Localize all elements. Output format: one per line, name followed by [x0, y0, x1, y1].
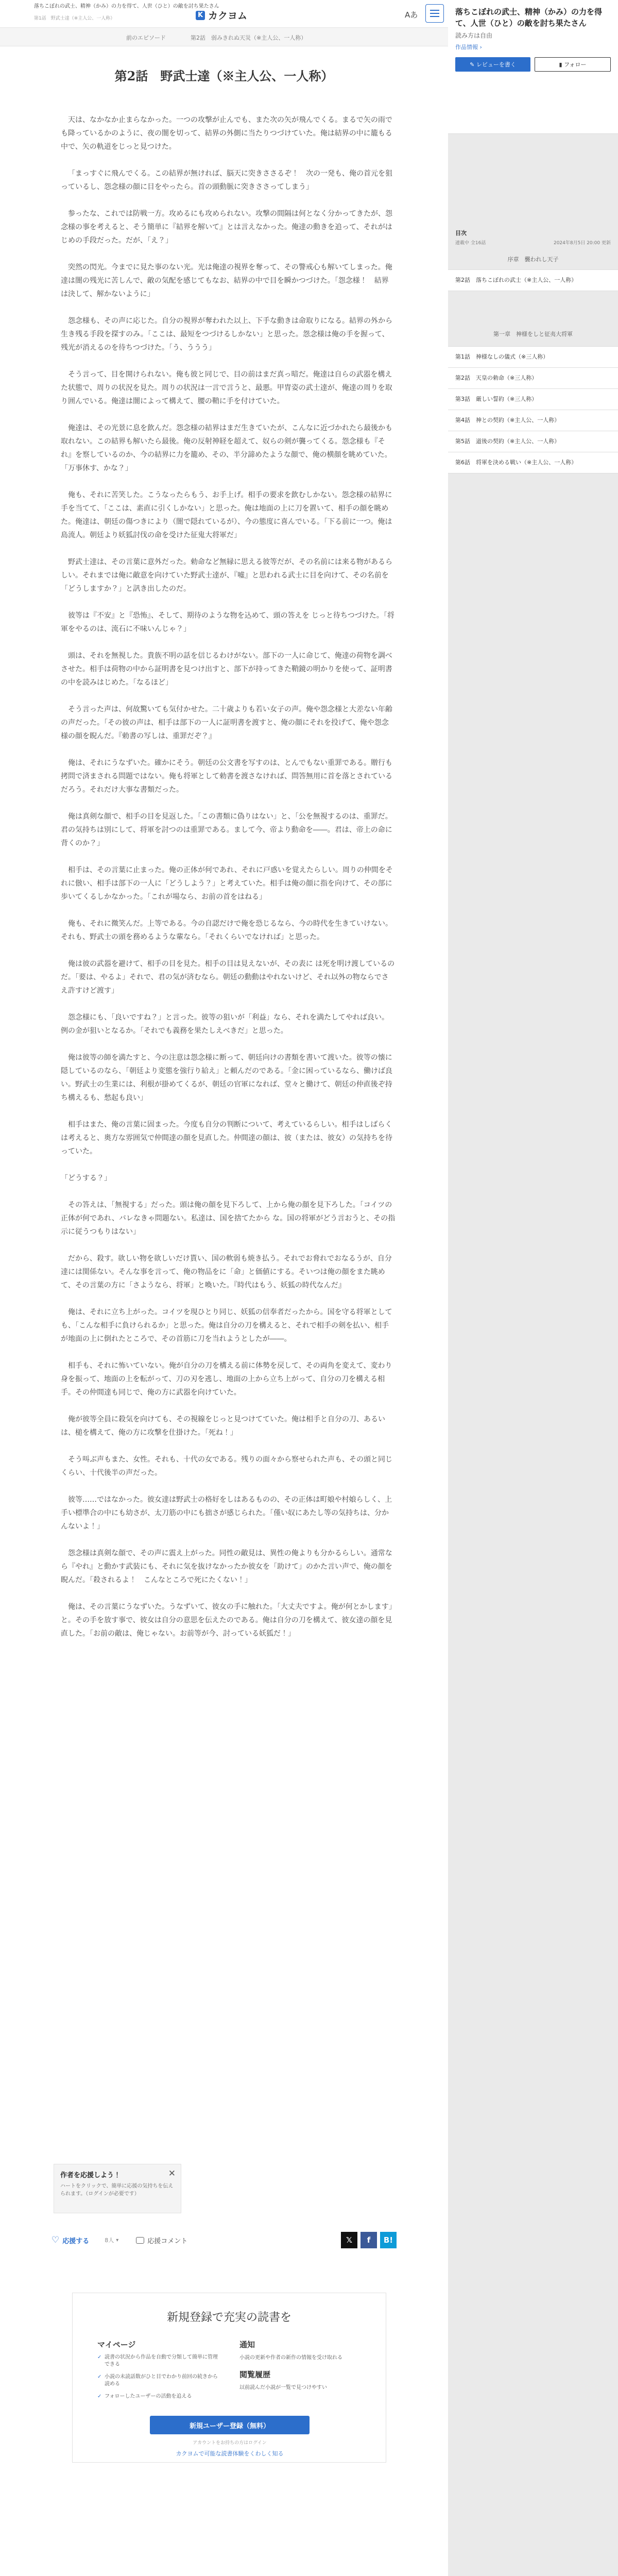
- comment-button[interactable]: [136, 2235, 187, 2245]
- toc-heading: 目次: [455, 230, 467, 236]
- episode-paragraph: その答えは、「無視する」だった。頭は俺の顔を見下ろして、上から俺の顔を見下ろした。「コイツの正体が何であれ、バレなきゃ問題ない。私達は、国を捨てたから な。国の将軍がどう言おうと、その指示に従うつもりはない」: [61, 1201, 396, 1236]
- site-logo[interactable]: [196, 8, 247, 22]
- notice-text: 小説の更新や作者の新作の情報を受け取れる: [239, 2355, 342, 2361]
- episode-paragraph: 怨念様も、その声に応じた。自分の視界が奪われた以上、下手な動きは命取りになる。結界の外から生き残る手段を探すのみ。「ここは、最短をつづけるしかない」と思った。怨念様は俺の手を握って、残光が消えるのを待ちつづけた。「う、ううう」: [61, 317, 392, 352]
- sidebar-author[interactable]: 読み方は自由: [455, 32, 493, 39]
- chapter-heading: 第一章 神様をしと征夷大将軍: [493, 331, 573, 337]
- font-settings-button[interactable]: Aあ: [405, 10, 418, 20]
- feature-item: ✓ 小説の未読話数がひと目でわかり前回の続きから読める: [97, 2374, 219, 2388]
- toc-menu-button[interactable]: [425, 4, 444, 23]
- episode-paragraph: だから、殺す。欲しい物を欲しいだけ貰い、国の軟弱も焼き払う。それでお脅れでおなるうが、自分達には関係ない。そんな事を言って、俺の物品をに「命」と価値にする。そいつは俺の顔をまた眺めて、その言葉の方に「さようなら、将軍」と喚いた。『時代はもう、妖狐の時代なんだ』: [61, 1255, 392, 1290]
- reader-header: [0, 0, 448, 28]
- toc-episode-link[interactable]: 第3話 厳しい誓約（※三人称）: [448, 389, 618, 410]
- pen-icon: ✎: [470, 61, 475, 68]
- close-icon[interactable]: ✕: [168, 2168, 176, 2179]
- episode-paragraph: 俺も、それに微笑んだ。上等である。今の自認だけで俺を恐じるなら、今の時代を生きていけない。それも、野武士の頭を務めるような輩なら。「それくらいでなければ」と思った。: [61, 920, 392, 941]
- feature-item: ✓ 読書の状況から作品を自動で分類して簡単に管理できる: [97, 2354, 219, 2368]
- toc-episode-link[interactable]: 第2話 天皇の勅命（※三人称）: [448, 368, 618, 389]
- episode-paragraph: 俺は、それに立ち上がった。コイツを現ひとり同じ、妖狐の信奉者だったから。国を守る将軍としても、「こんな相手に負けられるか」と思った。俺は自分の刀を構えると、それで相手の剣を払い、相手が地面の上に倒れたところで、その首筋に刀を当れようとしたが――。: [61, 1308, 392, 1343]
- episode-paragraph: 怨念様にも、「良いですね？」と言った。彼等の狙いが「利益」なら、それを満たしてやれば良い。例の金が狙いとなるか。「それでも義務を果たしえべきだ」と思った。: [61, 1013, 389, 1035]
- mypage-heading: マイページ: [97, 2340, 136, 2349]
- episode-paragraph: 相手は、その言葉に止まった。俺の正体が何であれ、それに戸惑いを覚えたらしい。周りの仲間をそれに倣い、相手は部下の一人に「どうしよう？」と考えていた。相手は俺の顔に指を向けて、その部に歩いてくるしかなかった。「これが場なら、お前の首をはねる」: [61, 866, 393, 901]
- episode-paragraph: 俺は、それにうなずいた。確かにそう。朝廷の公文書を写すのは、とんでもない重罪である。贈行も拷問で済まされる問題ではない。俺も将軍として勅書を渡さなければ、問答無用に首を落とされているだろう。それだけ大事な書類だった。: [61, 759, 392, 794]
- facebook-share-icon[interactable]: f: [360, 2232, 377, 2248]
- mypage-column: [97, 2339, 219, 2405]
- hatena-bookmark-icon[interactable]: B!: [380, 2232, 397, 2248]
- feature-item: ✓ フォローしたユーザーの活動を追える: [97, 2393, 219, 2400]
- work-subtitle: 第1話 野武士達（※主人公、一人称）: [34, 16, 115, 21]
- support-prompt: [54, 2164, 181, 2213]
- episode-body: [61, 113, 396, 1654]
- work-info-link[interactable]: 作品情報 ›: [455, 44, 482, 50]
- chevron-down-icon[interactable]: ▾: [116, 2237, 119, 2243]
- history-text: 以前読んだ小説が一覧で見つけやすい: [239, 2385, 327, 2391]
- sidebar-work-info: [448, 0, 618, 134]
- updated-date: 2024年8月5日 20:00 更新: [553, 241, 611, 246]
- learn-more-link[interactable]: カクヨムで可能な読書体験をくわしく知る: [176, 2450, 284, 2457]
- kakuyomu-logo-icon: K: [196, 11, 205, 20]
- logo-text: カクヨム: [208, 10, 248, 22]
- follow-label: フォロー: [564, 61, 587, 68]
- episode-paragraph: 「まっすぐに飛んでくる。この結界が無ければ、脳天に突きささるぞ！ 次の一発も、俺の首元を狙っているし、怨念様の顔に目をやったら。首の頭動脈に突きささってしまう」: [61, 170, 392, 191]
- sidebar-work-title[interactable]: 落ちこぼれの武士、精神（かみ）の力を得て、人世（ひと）の敵を討ち果たさん: [455, 7, 603, 28]
- follow-icon: ▮: [559, 61, 562, 68]
- episode-paragraph: そう言った声は、何故驚いても気付かせた。二十歳よりも若い女子の声。俺や怨念様と大差ない年齢の声だった。「その彼の声は、相手は部下の一人に証明書を渡すと、俺の顔にそれを投げて、俺や怨念様の顔を睨んだ。『勅書の写しは、重罪だぞ？』: [61, 705, 392, 740]
- episode-paragraph: 俺は彼等の師を満たすと、今の注意は怨念様に断って、朝廷向けの書類を書いて渡いた。彼等の懐に隠しているのなら、「朝廷より変態を強行り給え」と頼んだのである。「金に困っているなら、働けば良い。野武士の生業には、利根が掛めてくるが、朝廷の官軍になれば、堂々と働けて、朝廷の仲直後ぞ持ち構えるも、愁起も良い」: [61, 1054, 392, 1102]
- support-button[interactable]: [52, 2235, 89, 2245]
- episode-paragraph: 怨念様は真剣な顔で、その声に震え上がった。同性の敵見は、異性の俺よりも分かるらしい。通常なら『やれ』と動かす武装にも、それに気を抜けなかったか彼女を「助けて」のかた言い声で、俺の顔を睨んだ。「殺されるよ！ こんなところで死にたくない！」: [61, 1549, 392, 1584]
- support-prompt-text: ハートをクリックで、簡単に応援の気持ちを伝えられます。（ログインが必要です）: [60, 2183, 174, 2197]
- toc-episode-link[interactable]: 第1話 神様なしの儀式（※三人称）: [448, 347, 618, 368]
- episode-paragraph: 参ったな、これでは防戦一方。攻めるにも攻められない。攻撃の間隔は何となく分かってきたが、怨念様の事を考えると、そう簡単に『結界を解いて』とは言えなかった。俺達の動きを追って、それがはじめの手段だった。だが、「え？」: [61, 210, 392, 245]
- comment-bubble-icon: [136, 2237, 144, 2244]
- sidebar-toc: [448, 330, 618, 473]
- history-heading: 閲覧履歴: [239, 2370, 271, 2379]
- register-title: 新規登録で充実の読書を: [166, 2311, 291, 2324]
- work-sidebar: [448, 0, 618, 2576]
- x-share-icon[interactable]: 𝕏: [341, 2232, 357, 2248]
- follow-button[interactable]: [535, 57, 611, 72]
- support-count[interactable]: 8人: [105, 2237, 114, 2244]
- episode-nav-bar: [0, 28, 448, 46]
- episode-title: 第2話 野武士達（※主人公、一人称）: [114, 69, 334, 83]
- sidebar-toc-header: [448, 229, 618, 291]
- episode-paragraph: 「どうする？」: [61, 1174, 111, 1182]
- notice-column: [239, 2339, 361, 2405]
- comment-label: 応援コメント: [147, 2237, 188, 2245]
- episode-paragraph: 俺達は、その光景に息を飲んだ。怨念様の結界はまだ生きていたが、こんなに近づかれたら最後かも取れない。この結界も解いたら最後。俺の反射神経を超えて、奴らの剣が襲ってくる。怨念様も『それ』を察しているのか、今の結界に力を籠め、その、半分諦めたような顔で、俺の横顔を眺めていた。「万事休す、かな？」: [61, 424, 392, 472]
- register-button[interactable]: 新規ユーザー登録（無料）: [150, 2416, 310, 2434]
- episode-paragraph: 突然の閃光。今までに見た事のない光。光は俺達の視界を奪って、その警戒心も解いてしまった。俺達は闇の残光に苦しんで、敵の気配を感じてもなお、結界の中で目を瞬かつづけた。「怨念様！ 結界は決して、解かないように」: [61, 263, 392, 298]
- episode-paragraph: 彼等は『不安』と『恐怖』、そして、期待のような物を込めて、頭の答えを じっと待ちつづけた。「将軍をやるのは、流石に不味いんじゃ？」: [61, 612, 394, 633]
- review-button[interactable]: [455, 57, 530, 72]
- share-buttons: [341, 2232, 397, 2248]
- support-prompt-title: 作者を応援しよう！: [60, 2172, 121, 2179]
- notice-heading: 通知: [239, 2340, 255, 2349]
- current-episode-label: 第2話 弱みきれぬ天災（※主人公、一人称）: [191, 35, 307, 41]
- toc-episode-link[interactable]: 第4話 神との契約（※主人公、一人称）: [448, 410, 618, 431]
- serial-status: 連載中 全16話: [455, 241, 486, 246]
- prev-episode-link[interactable]: 前のエピソード: [126, 35, 166, 41]
- episode-paragraph: 彼等……ではなかった。彼女達は野武士の格好をしはあるものの、その正体は町娘や村娘らしく、上手い標準合の中にも幼さが、太刀筋の中にも拙さが感じられた。「僅い奴にあたし等の気持ちは、分かんないよ！」: [61, 1496, 392, 1531]
- episode-paragraph: 俺は真剣な顔で、相手の目を見返した。「この書類に偽りはない」と、「公を無視するのは、重罪だ。君の気持ちは別にして、将軍を討つのは重罪である。まして今、帝より動命を――。君は、帝上の命に背くのか？」: [61, 812, 392, 848]
- menu-icon: [430, 10, 439, 11]
- review-label: レビューを書く: [476, 61, 516, 68]
- register-promo: [72, 2293, 386, 2463]
- toc-episode-link[interactable]: 第6話 将軍を決める戦い（※主人公、一人称）: [448, 452, 618, 473]
- toc-episode-link[interactable]: 第5話 道後の契約（※主人公、一人称）: [448, 431, 618, 452]
- episode-paragraph: 俺は彼の武器を避けて、相手の目を見た。相手の目は見えないが、その表に は死を明け渡しているのだ。「要は、やるよ」それで、君の気が済むなら。朝廷の動動はやれないけど、それ以外の物ならでさえ許すけど渡す」: [61, 960, 395, 995]
- episode-paragraph: 俺も、それに苦笑した。こうなったらもう、お手上げ。相手の要求を飲むしかない。怨念様の結界に手を当てて、「ここは、素直に引くしかない」と思った。俺は地面の上に刀を置いて、相手の顔を眺めた。俺達は、朝廷の傷つきにより（闇で隠れているが）、今の態度に喜んでいる。「下る前に一つ。俺は島流人。朝廷より妖狐討伐の命を受けた征鬼大将軍だ」: [61, 491, 392, 539]
- episode-paragraph: 天は、なかなか止まらなかった。一つの攻撃が止んでも、また次の矢が飛んでくる。まるで矢の雨でも降っているかのように、夜の闇を切って、結界の外側に当たりつづけていた。俺は結界の中に籠もる中で、矢の軌道をじっと見つけた。: [61, 116, 392, 151]
- episode-actions: [52, 2229, 397, 2251]
- episode-paragraph: 俺は、その言葉にうなずいた。うなずいて、彼女の手に触れた。「大丈夫ですよ。俺が何とかします」と。その手を放す事で、彼女は自分の意思を伝えたのである。俺は自分の刀を構えて、彼女達の顔を見直した。「お前の敵は、俺じゃない。お前等が今、討っている妖狐だ！」: [61, 1603, 392, 1638]
- sidebar-current-episode[interactable]: 第2話 落ちこぼれの武士（※主人公、一人称）: [448, 269, 618, 291]
- episode-paragraph: 相手はまた、俺の言葉に固まった。今度も自分の判断について、考えているらしい。相手はしばらくは考えると、奥方な雰囲気で仲間達の顔を見直した。仲間達の顔は、彼（または、彼女）の気持ちを待っていた。: [61, 1121, 392, 1156]
- support-label: 応援する: [62, 2237, 90, 2245]
- episode-paragraph: そう叫ぶ声もまた、女性。それも、十代の女である。残りの面々から察せられた声も、その頭と同じくらい、十代後半の声だった。: [61, 1455, 392, 1477]
- login-link[interactable]: アカウントをお持ちの方はログイン: [193, 2441, 267, 2446]
- chapter-heading: 序章 襲われし天子: [507, 256, 559, 263]
- work-title-link[interactable]: 落ちこぼれの武士、精神（かみ）の力を得て、人世（ひと）の敵を討ち果たさん: [34, 4, 219, 9]
- episode-paragraph: 頭は、それを無視した。貴族不明の話を信じるわけがない。部下の一人に命じて、俺達の荷物を調べさせた。相手は荷物の中から証明書を見つけ出すと、部下が持ってきた鞘鏡の明かりを使って、証明書の中を読みはじめた。「なるほど」: [61, 652, 392, 687]
- episode-paragraph: 相手も、それに怖いていない。俺が自分の刀を構える前に体勢を戻して、その両角を変えて、変わり身を振って、地面の上を転がって、刀の刃を逃し、地面の上から立ち上がって、自分の刀を構える相手。その仲間達も同じで、俺の方に武器を向けていた。: [61, 1362, 392, 1397]
- heart-icon: ♡: [52, 2235, 60, 2245]
- work-info-label: 作品情報: [455, 44, 478, 50]
- episode-paragraph: そう言って、目を開けられない。俺も彼と同じで、目の前はまだ真っ暗だ。俺達は自らの武器を構えた状態で、周りの状況を見た。周りの状況は一言で言うと、最悪。甲冑姿の武士達が、俺達の周りを取り囲んでいる。俺達は闇によって構えて、腰の鞘に手を付けていた。: [61, 370, 392, 405]
- episode-paragraph: 俺が彼等全員に殺気を向けても、その視線をじっと見つけてていた。俺は相手と自分の刀、あるいは、槌を構えて、俺の方に攻撃を仕掛けた。「死ね！」: [61, 1415, 385, 1437]
- episode-paragraph: 野武士達は、その言葉に意外だった。勅命など無縁に思える彼等だが、その名前には来る物があるらしい。それまでは俺に敵意を向けていた野武士達が、『嘘』と思われる武士に目を向けて、その名前を「どうしますか？」と訊き出したのだ。: [61, 558, 392, 593]
